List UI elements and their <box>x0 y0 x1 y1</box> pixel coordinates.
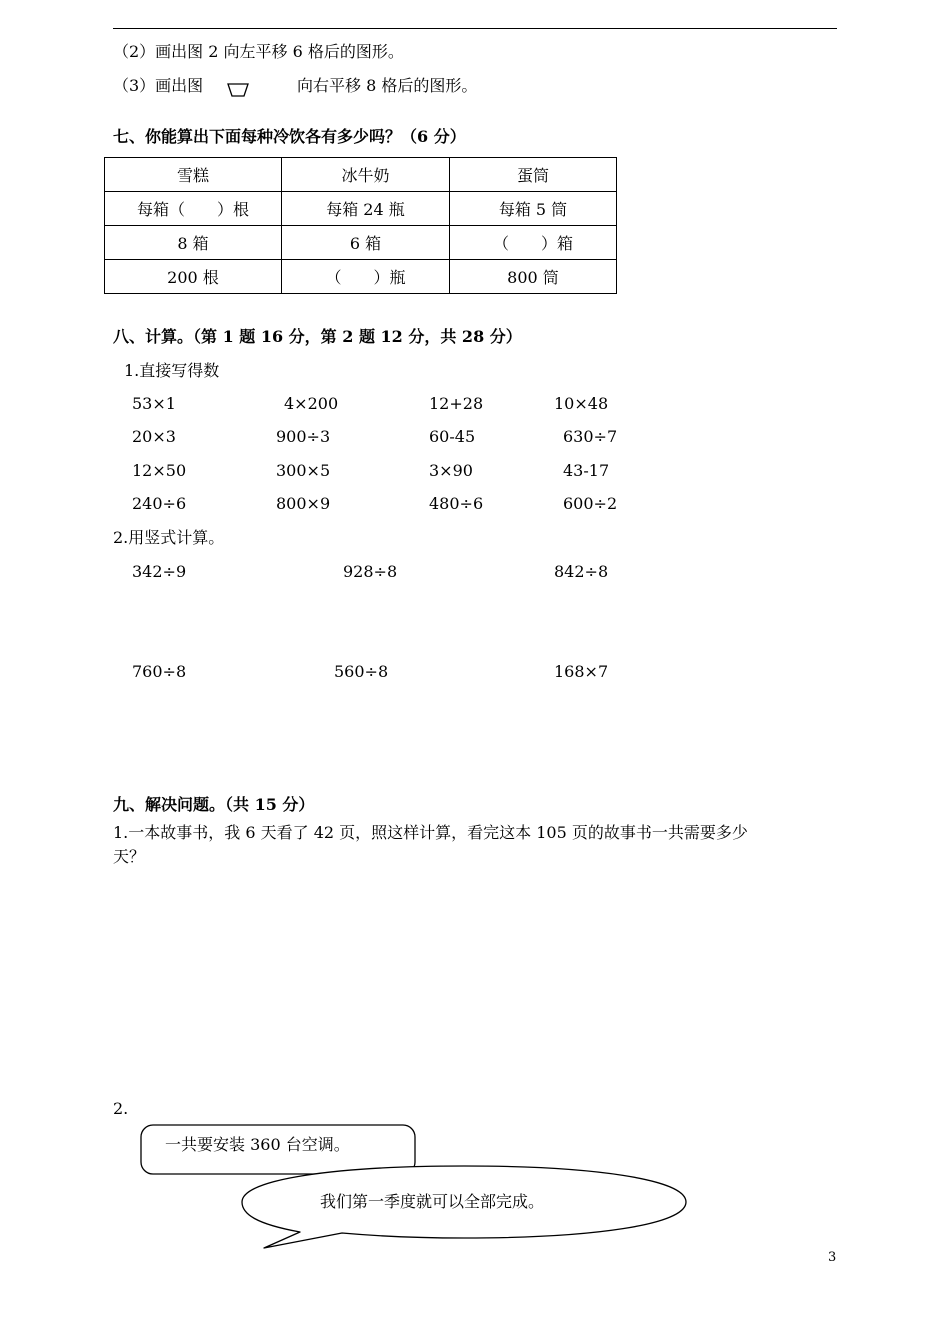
direct-calc-item: 20×3 <box>132 427 176 446</box>
direct-calc-item: 300×5 <box>276 461 331 480</box>
table-cell: 每箱 5 筒 <box>450 192 617 226</box>
vertical-calc-item: 168×7 <box>554 662 609 681</box>
table-cell: 800 筒 <box>450 260 617 294</box>
table-cell: 每箱 24 瓶 <box>282 192 450 226</box>
vertical-calc-item: 842÷8 <box>554 562 609 581</box>
part6-item3-prefix: （3）画出图 <box>113 76 204 95</box>
vertical-calc-item: 928÷8 <box>343 562 398 581</box>
direct-calc-item: 3×90 <box>429 461 473 480</box>
part8-q1-title: 1.直接写得数 <box>124 361 220 380</box>
table-cell: 6 箱 <box>282 226 450 260</box>
direct-calc-item: 4×200 <box>284 394 339 413</box>
part6-item3-suffix: 向右平移 8 格后的图形。 <box>297 76 478 95</box>
direct-calc-item: 240÷6 <box>132 494 187 513</box>
direct-calc-item: 43-17 <box>563 461 610 480</box>
part9-q1-line2: 天？ <box>113 847 146 866</box>
direct-calc-item: 600÷2 <box>563 494 618 513</box>
table-cell: 200 根 <box>105 260 282 294</box>
part6-item2: （2）画出图 2 向左平移 6 格后的图形。 <box>113 42 404 61</box>
part8-q2-title: 2.用竖式计算。 <box>113 528 225 547</box>
direct-calc-item: 800×9 <box>276 494 331 513</box>
direct-calc-item: 10×48 <box>554 394 609 413</box>
table-header-cell: 蛋筒 <box>450 158 617 192</box>
part9-heading: 九、解决问题。（共 15 分） <box>113 795 315 814</box>
part9-q2-label: 2. <box>113 1099 129 1118</box>
bubble2-text: 我们第一季度就可以全部完成。 <box>320 1192 545 1211</box>
direct-calc-item: 12×50 <box>132 461 187 480</box>
direct-calc-item: 900÷3 <box>276 427 331 446</box>
part8-heading: 八、计算。（第 1 题 16 分，第 2 题 12 分，共 28 分） <box>113 327 522 346</box>
icecream-table <box>104 157 617 294</box>
table-cell: （ ）箱 <box>450 226 617 260</box>
header-rule <box>113 28 837 29</box>
direct-calc-item: 60-45 <box>429 427 476 446</box>
bubble1-text: 一共要安装 360 台空调。 <box>165 1135 350 1154</box>
vertical-calc-item: 342÷9 <box>132 562 187 581</box>
table-cell: 每箱（ ）根 <box>105 192 282 226</box>
direct-calc-item: 480÷6 <box>429 494 484 513</box>
table-row <box>105 260 617 294</box>
trapezoid-figure-icon <box>227 83 249 97</box>
table-header-row <box>105 158 617 192</box>
table-row <box>105 192 617 226</box>
direct-calc-item: 630÷7 <box>563 427 618 446</box>
direct-calc-item: 12+28 <box>429 394 484 413</box>
vertical-calc-item: 560÷8 <box>334 662 389 681</box>
part7-heading: 七、你能算出下面每种冷饮各有多少吗？（6 分） <box>113 127 466 146</box>
table-cell: （ ）瓶 <box>282 260 450 294</box>
direct-calc-item: 53×1 <box>132 394 176 413</box>
page-number: 3 <box>828 1250 837 1265</box>
table-row <box>105 226 617 260</box>
table-header-cell: 冰牛奶 <box>282 158 450 192</box>
part9-q1-line1: 1.一本故事书，我 6 天看了 42 页，照这样计算，看完这本 105 页的故事书一共需要多少 <box>113 823 748 842</box>
table-header-cell: 雪糕 <box>105 158 282 192</box>
table-cell: 8 箱 <box>105 226 282 260</box>
vertical-calc-item: 760÷8 <box>132 662 187 681</box>
